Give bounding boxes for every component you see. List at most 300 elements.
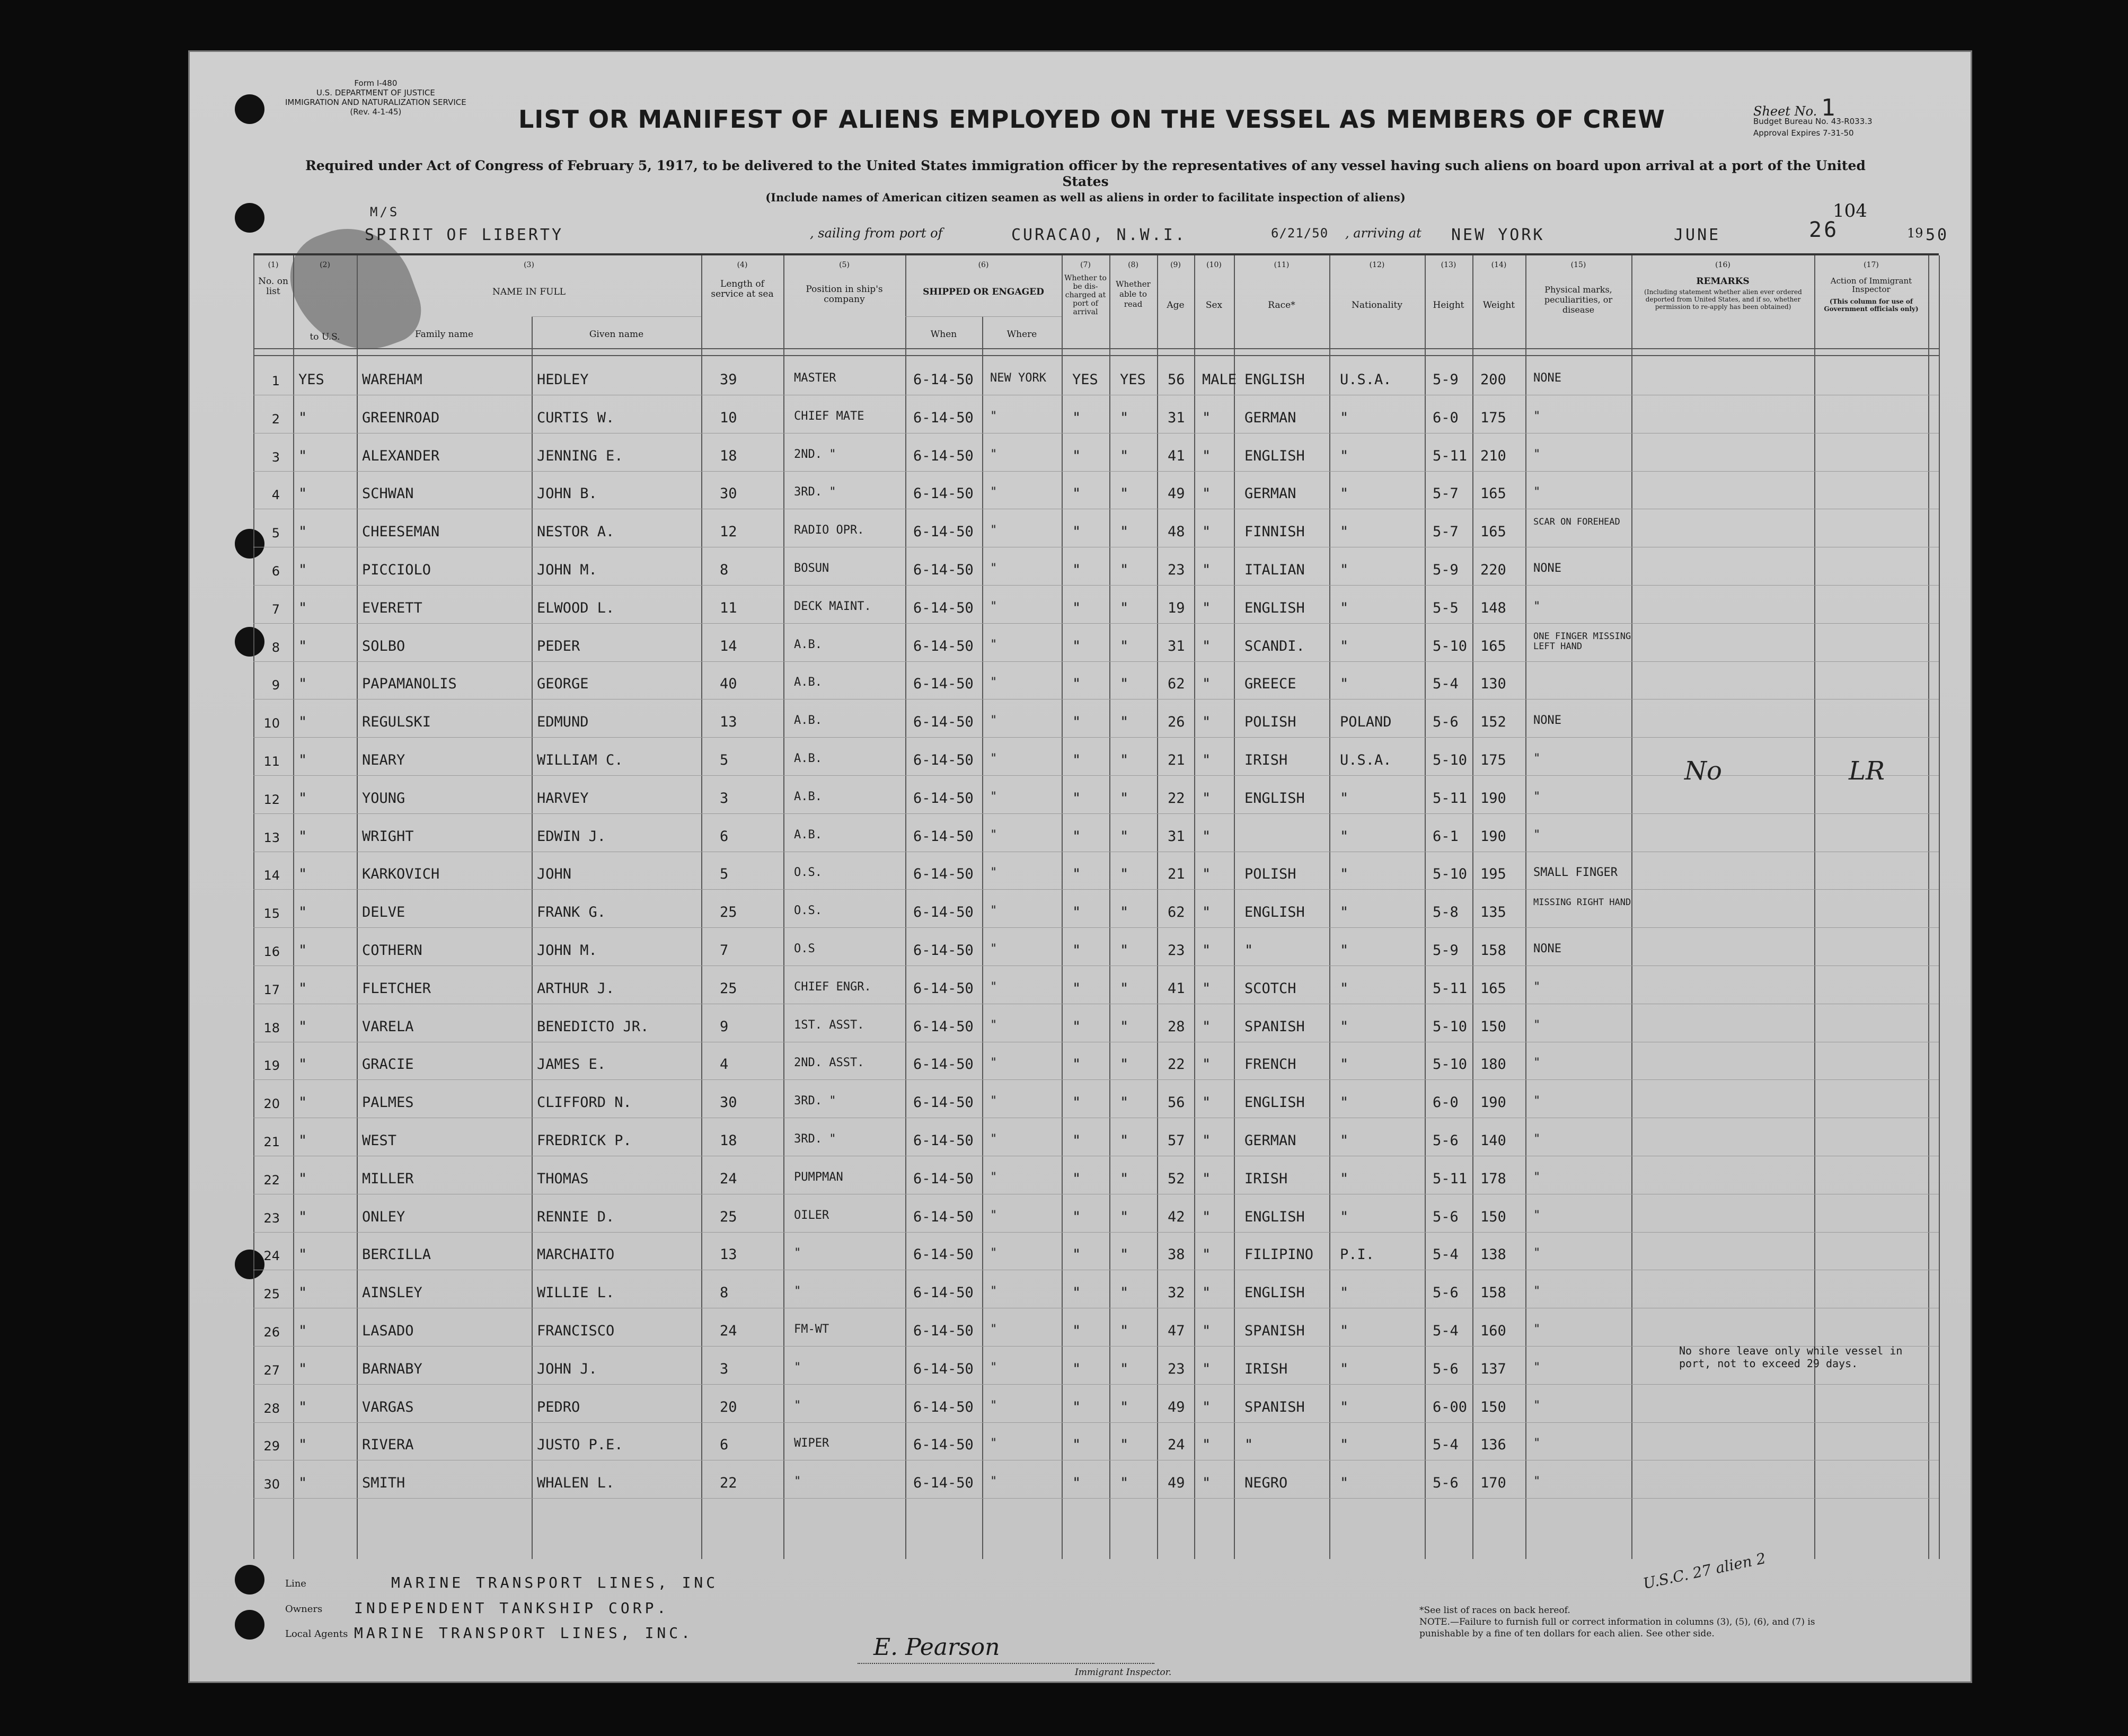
weight-cell: 180 xyxy=(1480,1056,1506,1073)
able-to-read-cell: " xyxy=(1120,790,1129,807)
sex-cell: " xyxy=(1202,714,1211,731)
race-cell: GERMAN xyxy=(1244,485,1296,502)
given-name-cell: ARTHUR J. xyxy=(537,980,615,997)
column-number: (3) xyxy=(524,261,534,269)
position-cell: PUMPMAN xyxy=(794,1170,843,1184)
row-number: 26 xyxy=(263,1325,280,1340)
nationality-cell: " xyxy=(1340,1475,1349,1492)
race-cell: FRENCH xyxy=(1244,1056,1296,1073)
position-cell: " xyxy=(794,1246,801,1260)
header-length-of-service: Length of service at sea xyxy=(711,279,774,299)
shipped-date-cell: 6-14-50 xyxy=(913,714,974,731)
height-cell: 5-4 xyxy=(1433,1246,1459,1263)
us-citizen-cell: " xyxy=(298,1475,307,1492)
age-cell: 49 xyxy=(1168,1398,1185,1415)
us-citizen-cell: " xyxy=(298,828,307,845)
given-name-cell: MARCHAITO xyxy=(537,1246,615,1263)
arrival-year: 50 xyxy=(1926,226,1949,244)
shipped-date-cell: 6-14-50 xyxy=(913,637,974,654)
row-rule xyxy=(253,471,1939,472)
age-cell: 31 xyxy=(1168,828,1185,845)
weight-cell: 136 xyxy=(1480,1437,1506,1454)
able-to-read-cell: " xyxy=(1120,1018,1129,1035)
height-cell: 5-11 xyxy=(1433,790,1468,807)
age-cell: 31 xyxy=(1168,637,1185,654)
row-rule xyxy=(253,1232,1939,1233)
position-cell: " xyxy=(794,1360,801,1374)
age-cell: 49 xyxy=(1168,1475,1185,1492)
physical-marks-cell: " xyxy=(1533,752,1541,765)
weight-cell: 138 xyxy=(1480,1246,1506,1263)
header-able-to-read: Whether able to read xyxy=(1116,279,1151,309)
age-cell: 62 xyxy=(1168,676,1185,693)
shipped-date-cell: 6-14-50 xyxy=(913,1475,974,1492)
weight-cell: 140 xyxy=(1480,1132,1506,1149)
race-note: *See list of races on back hereof. xyxy=(1419,1605,1570,1616)
document-title: LIST OR MANIFEST OF ALIENS EMPLOYED ON THE VESSEL AS MEMBERS OF CREW xyxy=(518,105,1666,134)
nationality-cell: " xyxy=(1340,1360,1349,1377)
able-to-read-cell: " xyxy=(1120,1132,1129,1149)
age-cell: 31 xyxy=(1168,409,1185,426)
us-citizen-cell: " xyxy=(298,1056,307,1073)
row-number: 28 xyxy=(263,1401,280,1416)
departure-date: 6/21/50 xyxy=(1271,226,1329,241)
position-cell: CHIEF ENGR. xyxy=(794,980,871,994)
race-cell: IRISH xyxy=(1244,1170,1288,1187)
row-number: 23 xyxy=(263,1210,280,1226)
height-cell: 5-6 xyxy=(1433,1360,1459,1377)
header-height: Height xyxy=(1433,300,1464,311)
header-inspector-action: Action of Immigrant Inspector xyxy=(1830,276,1912,294)
nationality-cell: " xyxy=(1340,676,1349,693)
service-length-cell: 25 xyxy=(720,904,737,921)
us-citizen-cell: " xyxy=(298,485,307,502)
weight-cell: 220 xyxy=(1480,562,1506,578)
race-cell: POLISH xyxy=(1244,714,1296,731)
row-rule xyxy=(253,1384,1939,1385)
service-length-cell: 8 xyxy=(720,1285,729,1301)
shipped-place-cell: " xyxy=(990,904,997,918)
position-cell: 1ST. ASST. xyxy=(794,1018,864,1032)
service-length-cell: 7 xyxy=(720,942,729,959)
header-position: Position in ship's company xyxy=(806,284,883,305)
physical-marks-cell: NONE xyxy=(1533,942,1561,955)
weight-cell: 165 xyxy=(1480,980,1506,997)
service-length-cell: 25 xyxy=(720,1208,737,1225)
physical-marks-cell: NONE xyxy=(1533,562,1561,575)
shipped-place-cell: " xyxy=(990,714,997,728)
nationality-cell: " xyxy=(1340,524,1349,541)
shipped-place-cell: " xyxy=(990,447,997,461)
row-number: 24 xyxy=(263,1248,280,1264)
shipped-place-cell: " xyxy=(990,676,997,689)
race-cell: ENGLISH xyxy=(1244,1208,1305,1225)
physical-marks-cell: " xyxy=(1533,1094,1541,1108)
column-number: (10) xyxy=(1206,261,1222,269)
able-to-read-cell: " xyxy=(1120,828,1129,845)
us-citizen-cell: " xyxy=(298,904,307,921)
given-name-cell: BENEDICTO JR. xyxy=(537,1018,649,1035)
service-length-cell: 5 xyxy=(720,752,729,768)
discharged-cell: " xyxy=(1072,599,1081,616)
race-cell: GERMAN xyxy=(1244,1132,1296,1149)
service-length-cell: 6 xyxy=(720,1437,729,1454)
given-name-cell: JOHN M. xyxy=(537,562,597,578)
manifest-sheet xyxy=(188,50,1972,1683)
able-to-read-cell: " xyxy=(1120,409,1129,426)
physical-marks-cell: SCAR ON FOREHEAD xyxy=(1533,517,1620,528)
age-cell: 47 xyxy=(1168,1323,1185,1339)
shipped-date-cell: 6-14-50 xyxy=(913,790,974,807)
service-length-cell: 3 xyxy=(720,1360,729,1377)
physical-marks-cell: " xyxy=(1533,1285,1541,1298)
shipped-place-cell: NEW YORK xyxy=(990,371,1046,385)
row-number: 16 xyxy=(263,944,280,959)
age-cell: 22 xyxy=(1168,790,1185,807)
service-length-cell: 30 xyxy=(720,485,737,502)
service-length-cell: 6 xyxy=(720,828,729,845)
discharged-cell: " xyxy=(1072,866,1081,883)
discharged-cell: " xyxy=(1072,942,1081,959)
agents-label: Local Agents xyxy=(285,1628,348,1640)
height-cell: 5-7 xyxy=(1433,524,1459,541)
discharged-cell: " xyxy=(1072,676,1081,693)
row-rule xyxy=(253,1422,1939,1423)
able-to-read-cell: " xyxy=(1120,1323,1129,1339)
physical-marks-cell: " xyxy=(1533,409,1541,423)
shipped-place-cell: " xyxy=(990,1360,997,1374)
family-name-cell: REGULSKI xyxy=(362,714,431,731)
nationality-cell: " xyxy=(1340,1437,1349,1454)
row-rule xyxy=(253,813,1939,814)
position-cell: OILER xyxy=(794,1208,829,1222)
discharged-cell: " xyxy=(1072,1437,1081,1454)
discharged-cell: " xyxy=(1072,637,1081,654)
us-citizen-cell: " xyxy=(298,1208,307,1225)
service-length-cell: 9 xyxy=(720,1018,729,1035)
family-name-cell: ALEXANDER xyxy=(362,447,440,464)
remark-no-mark: No xyxy=(1684,756,1722,786)
sex-cell: " xyxy=(1202,485,1211,502)
given-name-cell: WILLIAM C. xyxy=(537,752,623,768)
column-number: (16) xyxy=(1715,261,1730,269)
us-citizen-cell: " xyxy=(298,1170,307,1187)
weight-cell: 190 xyxy=(1480,1094,1506,1111)
height-cell: 6-0 xyxy=(1433,409,1459,426)
shipped-date-cell: 6-14-50 xyxy=(913,1285,974,1301)
age-cell: 38 xyxy=(1168,1246,1185,1263)
nationality-cell: P.I. xyxy=(1340,1246,1375,1263)
weight-cell: 195 xyxy=(1480,866,1506,883)
height-cell: 5-4 xyxy=(1433,676,1459,693)
physical-marks-cell: MISSING RIGHT HAND xyxy=(1533,897,1631,908)
age-cell: 41 xyxy=(1168,447,1185,464)
discharged-cell: " xyxy=(1072,409,1081,426)
position-cell: DECK MAINT. xyxy=(794,599,871,613)
sex-cell: " xyxy=(1202,1437,1211,1454)
shipped-date-cell: 6-14-50 xyxy=(913,1132,974,1149)
discharged-cell: " xyxy=(1072,790,1081,807)
shore-leave-remark: No shore leave only while vessel in port, not to exceed 29 days. xyxy=(1679,1344,1903,1370)
race-cell: ITALIAN xyxy=(1244,562,1305,578)
physical-marks-cell: " xyxy=(1533,1132,1541,1146)
shipped-date-cell: 6-14-50 xyxy=(913,752,974,768)
nationality-cell: " xyxy=(1340,866,1349,883)
sex-cell: " xyxy=(1202,1094,1211,1111)
row-number: 20 xyxy=(263,1096,280,1112)
year-prefix: 19 xyxy=(1907,226,1923,241)
race-cell: IRISH xyxy=(1244,752,1288,768)
given-name-cell: FRANK G. xyxy=(537,904,606,921)
service-length-cell: 13 xyxy=(720,714,737,731)
sex-cell: " xyxy=(1202,676,1211,693)
sex-cell: " xyxy=(1202,562,1211,578)
race-cell: FILIPINO xyxy=(1244,1246,1314,1263)
weight-cell: 175 xyxy=(1480,409,1506,426)
us-citizen-cell: " xyxy=(298,409,307,426)
height-cell: 5-9 xyxy=(1433,942,1459,959)
service-length-cell: 20 xyxy=(720,1398,737,1415)
position-cell: " xyxy=(794,1475,801,1489)
height-cell: 5-9 xyxy=(1433,371,1459,388)
given-name-cell: GEORGE xyxy=(537,676,589,693)
column-number: (12) xyxy=(1369,261,1385,269)
service-length-cell: 13 xyxy=(720,1246,737,1263)
service-length-cell: 24 xyxy=(720,1170,737,1187)
given-name-cell: JUSTO P.E. xyxy=(537,1437,623,1454)
family-name-cell: PICCIOLO xyxy=(362,562,431,578)
sex-cell: " xyxy=(1202,1056,1211,1073)
row-number: 17 xyxy=(263,982,280,997)
column-number: (2) xyxy=(320,261,330,269)
form-revision: (Rev. 4-1-45) xyxy=(350,107,402,117)
race-cell: ENGLISH xyxy=(1244,447,1305,464)
weight-cell: 170 xyxy=(1480,1475,1506,1492)
service-length-cell: 25 xyxy=(720,980,737,997)
able-to-read-cell: " xyxy=(1120,1094,1129,1111)
header-discharged: Whether to be dis-charged at port of arrival xyxy=(1064,274,1107,316)
age-cell: 52 xyxy=(1168,1170,1185,1187)
given-name-cell: CURTIS W. xyxy=(537,409,615,426)
owners-value: INDEPENDENT TANKSHIP CORP. xyxy=(354,1599,669,1617)
race-cell: ENGLISH xyxy=(1244,904,1305,921)
height-cell: 6-0 xyxy=(1433,1094,1459,1111)
service-length-cell: 12 xyxy=(720,524,737,541)
shipped-place-cell: " xyxy=(990,866,997,880)
shipped-place-cell: " xyxy=(990,599,997,613)
given-name-cell: EDMUND xyxy=(537,714,589,731)
row-number: 4 xyxy=(271,488,280,503)
given-name-cell: FRANCISCO xyxy=(537,1323,615,1339)
position-cell: O.S. xyxy=(794,866,822,880)
height-cell: 5-4 xyxy=(1433,1323,1459,1339)
given-name-cell: JOHN M. xyxy=(537,942,597,959)
shipped-place-cell: " xyxy=(990,485,997,499)
sex-cell: " xyxy=(1202,599,1211,616)
race-cell: GREECE xyxy=(1244,676,1296,693)
shipped-date-cell: 6-14-50 xyxy=(913,1208,974,1225)
age-cell: 21 xyxy=(1168,752,1185,768)
document-subtitle: Required under Act of Congress of February 5, 1917, to be delivered to the United States immigration officer by the representatives of any vessel having such aliens on board upon arrival at a port of the United States xyxy=(305,158,1866,189)
nationality-cell: " xyxy=(1340,1170,1349,1187)
race-cell: NEGRO xyxy=(1244,1475,1288,1492)
us-citizen-cell: " xyxy=(298,790,307,807)
able-to-read-cell: " xyxy=(1120,447,1129,464)
service-length-cell: 40 xyxy=(720,676,737,693)
given-name-cell: JOHN J. xyxy=(537,1360,597,1377)
position-cell: " xyxy=(794,1398,801,1412)
shipped-place-cell: " xyxy=(990,637,997,651)
physical-marks-cell: NONE xyxy=(1533,371,1561,385)
service-length-cell: 39 xyxy=(720,371,737,388)
nationality-cell: POLAND xyxy=(1340,714,1392,731)
inspector-signature: E. Pearson xyxy=(873,1634,1000,1661)
given-name-cell: JOHN B. xyxy=(537,485,597,502)
able-to-read-cell: " xyxy=(1120,485,1129,502)
family-name-cell: VARELA xyxy=(362,1018,414,1035)
service-length-cell: 18 xyxy=(720,447,737,464)
family-name-cell: MILLER xyxy=(362,1170,414,1187)
column-number: (9) xyxy=(1170,261,1181,269)
arrival-month: JUNE xyxy=(1674,226,1721,244)
column-number: (6) xyxy=(978,261,989,269)
age-cell: 62 xyxy=(1168,904,1185,921)
height-cell: 5-9 xyxy=(1433,562,1459,578)
shipped-date-cell: 6-14-50 xyxy=(913,1246,974,1263)
discharged-cell: " xyxy=(1072,1208,1081,1225)
race-cell: ENGLISH xyxy=(1244,790,1305,807)
nationality-cell: " xyxy=(1340,1323,1349,1339)
nationality-cell: " xyxy=(1340,790,1349,807)
sex-cell: " xyxy=(1202,828,1211,845)
crew-manifest-table xyxy=(253,253,1939,1559)
weight-cell: 150 xyxy=(1480,1018,1506,1035)
nationality-cell: " xyxy=(1340,447,1349,464)
penalty-note: NOTE.—Failure to furnish full or correct information in columns (3), (5), (6), and (7) is punishable by a fine of ten dollars for each alien. See other side. xyxy=(1419,1617,1815,1639)
sex-cell: " xyxy=(1202,524,1211,541)
family-name-cell: ONLEY xyxy=(362,1208,405,1225)
shipped-place-cell: " xyxy=(990,1437,997,1450)
position-cell: CHIEF MATE xyxy=(794,409,864,423)
discharged-cell: " xyxy=(1072,1170,1081,1187)
arrival-day: 26 xyxy=(1809,218,1839,242)
approval-expiry: Approval Expires 7-31-50 xyxy=(1753,128,1854,138)
age-cell: 23 xyxy=(1168,1360,1185,1377)
us-citizen-cell: " xyxy=(298,1285,307,1301)
row-number: 27 xyxy=(263,1362,280,1378)
family-name-cell: GRACIE xyxy=(362,1056,414,1073)
age-cell: 22 xyxy=(1168,1056,1185,1073)
handwritten-footnote: U.S.C. 27 alien 2 xyxy=(1641,1549,1768,1593)
column-number: (4) xyxy=(737,261,748,269)
physical-marks-cell: " xyxy=(1533,790,1541,803)
race-cell: ENGLISH xyxy=(1244,599,1305,616)
shipped-date-cell: 6-14-50 xyxy=(913,1056,974,1073)
shipped-date-cell: 6-14-50 xyxy=(913,1094,974,1111)
row-rule xyxy=(253,1079,1939,1080)
row-number: 30 xyxy=(263,1477,280,1492)
sheet-value: 1 xyxy=(1821,94,1838,121)
agents-value: MARINE TRANSPORT LINES, INC. xyxy=(354,1624,694,1642)
weight-cell: 137 xyxy=(1480,1360,1506,1377)
punch-hole xyxy=(235,1610,264,1640)
physical-marks-cell: " xyxy=(1533,1018,1541,1032)
budget-bureau: Budget Bureau No. 43-R033.3 xyxy=(1753,117,1873,126)
family-name-cell: DELVE xyxy=(362,904,405,921)
sex-cell: " xyxy=(1202,1323,1211,1339)
shipped-place-cell: " xyxy=(990,828,997,842)
us-citizen-cell: " xyxy=(298,942,307,959)
us-citizen-cell: " xyxy=(298,1323,307,1339)
row-number: 21 xyxy=(263,1135,280,1149)
header-sex: Sex xyxy=(1205,300,1223,311)
given-name-cell: PEDRO xyxy=(537,1398,580,1415)
family-name-cell: SMITH xyxy=(362,1475,405,1492)
family-name-cell: SOLBO xyxy=(362,637,405,654)
line-value: MARINE TRANSPORT LINES, INC xyxy=(391,1574,719,1591)
height-cell: 5-10 xyxy=(1433,866,1468,883)
row-rule xyxy=(253,623,1939,624)
sex-cell: " xyxy=(1202,1285,1211,1301)
sex-cell: " xyxy=(1202,1018,1211,1035)
column-number: (8) xyxy=(1128,261,1138,269)
service-length-cell: 5 xyxy=(720,866,729,883)
discharged-cell: " xyxy=(1072,447,1081,464)
row-number: 10 xyxy=(263,716,280,731)
race-cell: POLISH xyxy=(1244,866,1296,883)
shipped-place-cell: " xyxy=(990,980,997,994)
shipped-place-cell: " xyxy=(990,1208,997,1222)
nationality-cell: " xyxy=(1340,1094,1349,1111)
service-length-cell: 18 xyxy=(720,1132,737,1149)
shipped-date-cell: 6-14-50 xyxy=(913,447,974,464)
header-name-in-full: NAME IN FULL xyxy=(492,287,566,297)
shipped-date-cell: 6-14-50 xyxy=(913,524,974,541)
age-cell: 57 xyxy=(1168,1132,1185,1149)
shipped-date-cell: 6-14-50 xyxy=(913,828,974,845)
shipped-date-cell: 6-14-50 xyxy=(913,1398,974,1415)
sex-cell: " xyxy=(1202,447,1211,464)
weight-cell: 130 xyxy=(1480,676,1506,693)
family-name-cell: PALMES xyxy=(362,1094,414,1111)
row-number: 11 xyxy=(263,754,280,769)
us-citizen-cell: " xyxy=(298,1132,307,1149)
position-cell: BOSUN xyxy=(794,562,829,575)
nationality-cell: " xyxy=(1340,637,1349,654)
weight-cell: 150 xyxy=(1480,1208,1506,1225)
shipped-place-cell: " xyxy=(990,1094,997,1108)
physical-marks-cell: " xyxy=(1533,1056,1541,1070)
sex-cell: MALE xyxy=(1202,371,1237,388)
physical-marks-cell: " xyxy=(1533,1398,1541,1412)
given-name-cell: WILLIE L. xyxy=(537,1285,615,1301)
discharged-cell: " xyxy=(1072,904,1081,921)
position-cell: FM-WT xyxy=(794,1323,829,1336)
row-number: 5 xyxy=(271,526,280,541)
able-to-read-cell: " xyxy=(1120,599,1129,616)
shipped-place-cell: " xyxy=(990,1018,997,1032)
discharged-cell: " xyxy=(1072,980,1081,997)
height-cell: 5-6 xyxy=(1433,1475,1459,1492)
able-to-read-cell: " xyxy=(1120,1398,1129,1415)
nationality-cell: " xyxy=(1340,1208,1349,1225)
header-to-us: to U.S. xyxy=(310,332,340,342)
able-to-read-cell: " xyxy=(1120,676,1129,693)
given-name-cell: PEDER xyxy=(537,637,580,654)
column-number: (1) xyxy=(268,261,279,269)
row-rule xyxy=(253,1498,1939,1499)
position-cell: A.B. xyxy=(794,752,822,765)
